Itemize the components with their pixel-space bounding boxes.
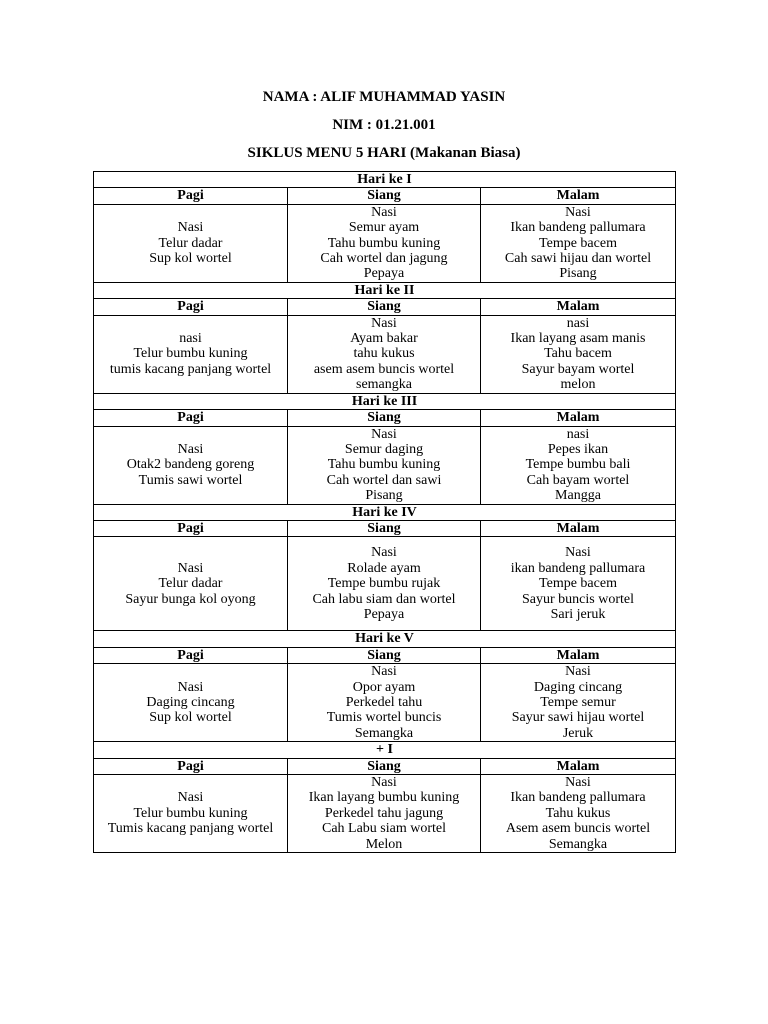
column-header-siang: Siang [288,299,481,315]
menu-item: Nasi [177,441,204,457]
column-header-row [94,520,676,536]
menu-cell-items [94,561,287,607]
menu-item: Nasi [565,775,591,790]
menu-item: Nasi [371,315,397,331]
menu-item: Asem asem buncis wortel [505,821,651,837]
menu-item: Tempe bacem [539,576,617,592]
menu-cell-items [288,427,480,504]
column-header-malam: Malam [481,758,676,774]
day-title-row [94,742,676,758]
menu-cell-pagi [94,315,288,393]
menu-item: Sari jeruk [550,606,606,622]
menu-item: Melon [365,836,403,852]
menu-item: Nasi [371,775,397,790]
menu-item: Rolade ayam [347,560,421,576]
menu-item: Nasi [177,679,204,695]
menu-cell-pagi [94,426,288,504]
menu-row [94,537,676,631]
menu-item: nasi [179,331,202,347]
menu-cell-items [481,664,675,741]
menu-cell-malam [481,315,676,393]
menu-cell-items [288,664,480,741]
day-title-row [94,504,676,520]
menu-cell-siang [288,315,481,393]
menu-item: Sup kol wortel [149,710,232,726]
menu-item: Semangka [354,725,414,741]
column-header-malam: Malam [481,299,676,315]
menu-item: Tumis wortel buncis [326,710,442,726]
menu-cell-malam [481,537,676,631]
menu-item: Semangka [548,836,608,852]
menu-cell-pagi [94,664,288,742]
menu-item: asem asem buncis wortel [313,361,455,377]
menu-cell-items [481,545,675,622]
menu-cell-malam [481,204,676,282]
menu-cell-items [94,680,287,726]
menu-item: Nasi [177,560,204,576]
column-header-malam: Malam [481,647,676,663]
menu-cell-pagi [94,204,288,282]
column-header-siang: Siang [288,410,481,426]
day-title: + I [94,742,676,758]
menu-item: Cah labu siam dan wortel [312,591,456,607]
menu-cell-items [288,775,480,852]
column-header-pagi: Pagi [94,299,288,315]
menu-item: Ikan bandeng pallumara [510,790,646,806]
menu-item: Perkedel tahu [345,694,423,710]
day-title-row [94,393,676,409]
menu-item: Nasi [177,220,204,236]
menu-item: nasi [566,315,590,331]
menu-item: Mangga [555,488,601,504]
column-header-row [94,299,676,315]
menu-table [93,171,676,853]
menu-item: Telur dadar [158,235,223,251]
menu-cell-items [288,205,480,282]
menu-cell-items [94,442,287,488]
menu-row [94,664,676,742]
menu-item: tumis kacang panjang wortel [109,361,272,377]
menu-item: Sayur sawi hijau wortel [511,710,645,726]
menu-cell-siang [288,204,481,282]
menu-item: Tempe bumbu rujak [327,576,441,592]
menu-cell-items [94,790,287,836]
student-name: NAMA : ALIF MUHAMMAD YASIN [262,89,506,105]
menu-item: Tumis kacang panjang wortel [107,821,274,837]
menu-item: Nasi [565,204,591,220]
column-header-malam: Malam [481,520,676,536]
menu-item: Semur daging [344,441,424,457]
day-title: Hari ke IV [94,504,676,520]
menu-item: Ikan bandeng pallumara [510,220,646,236]
menu-item: Perkedel tahu jagung [324,805,444,821]
menu-item: Sayur bayam wortel [521,361,635,377]
menu-item: Semur ayam [348,220,420,236]
menu-item: Nasi [177,790,204,806]
menu-item: Nasi [565,664,591,680]
menu-item: Sayur buncis wortel [522,591,634,607]
column-header-pagi: Pagi [94,410,288,426]
column-header-row [94,647,676,663]
menu-cell-malam [481,775,676,853]
menu-cell-malam [481,426,676,504]
column-header-siang: Siang [288,520,481,536]
menu-item: semangka [356,377,412,393]
menu-item: melon [560,377,596,393]
menu-item: Pepes ikan [547,441,609,457]
menu-item: Cah wortel dan sawi [326,472,442,488]
menu-item: Nasi [371,545,397,561]
menu-cell-items [481,205,675,282]
menu-item: Pepaya [363,266,405,282]
day-title: Hari ke V [94,631,676,647]
menu-cell-siang [288,775,481,853]
menu-item: Tahu kukus [545,805,611,821]
column-header-row [94,758,676,774]
menu-cell-items [94,331,287,377]
menu-table-body [94,172,676,853]
menu-cell-malam [481,664,676,742]
menu-row [94,315,676,393]
menu-item: Opor ayam [352,679,416,695]
menu-item: Cah bayam wortel [526,472,630,488]
day-title-row [94,631,676,647]
day-title-row [94,172,676,188]
menu-cell-pagi [94,775,288,853]
menu-row [94,775,676,853]
menu-item: Nasi [371,426,397,442]
day-title: Hari ke I [94,172,676,188]
menu-cell-items [481,775,675,852]
menu-item: Otak2 bandeng goreng [126,457,255,473]
menu-item: Tempe bacem [539,235,617,251]
menu-item: Tahu bumbu kuning [327,235,441,251]
menu-item: Jeruk [562,725,594,741]
menu-item: Pisang [559,266,597,282]
menu-item: Telur dadar [158,576,223,592]
menu-item: Daging cincang [146,694,235,710]
day-title: Hari ke III [94,393,676,409]
menu-item: Nasi [371,204,397,220]
menu-item: Cah Labu siam wortel [321,821,447,837]
menu-row [94,204,676,282]
menu-item: tahu kukus [353,346,415,362]
column-header-pagi: Pagi [94,520,288,536]
menu-cell-siang [288,537,481,631]
menu-item: Ayam bakar [350,331,418,347]
day-title: Hari ke II [94,282,676,298]
column-header-pagi: Pagi [94,647,288,663]
menu-cell-items [94,220,287,266]
menu-item: Pisang [365,488,403,504]
menu-cell-pagi [94,537,288,631]
menu-item: Tumis sawi wortel [138,472,243,488]
menu-item: Telur bumbu kuning [133,346,248,362]
menu-item: ikan bandeng pallumara [510,560,646,576]
menu-item: Telur bumbu kuning [133,805,248,821]
day-title-row [94,282,676,298]
column-header-row [94,410,676,426]
menu-item: Ikan layang bumbu kuning [308,790,460,806]
menu-item: Nasi [371,664,397,680]
menu-item: Sup kol wortel [149,251,232,267]
column-header-malam: Malam [481,188,676,204]
menu-cell-items [481,427,675,504]
menu-cell-siang [288,426,481,504]
menu-item: Cah wortel dan jagung [320,251,448,267]
menu-item: Tahu bumbu kuning [327,457,441,473]
menu-item: Tempe semur [540,694,616,710]
menu-cell-siang [288,664,481,742]
column-header-siang: Siang [288,647,481,663]
menu-cell-items [288,316,480,393]
menu-item: Daging cincang [533,679,623,695]
menu-item: Pepaya [363,606,405,622]
menu-cell-items [481,316,675,393]
column-header-pagi: Pagi [94,758,288,774]
column-header-malam: Malam [481,410,676,426]
menu-item: nasi [566,426,590,442]
menu-item: Tempe bumbu bali [525,457,631,473]
menu-item: Ikan layang asam manis [510,331,646,347]
menu-item: Cah sawi hijau dan wortel [504,251,652,267]
column-header-siang: Siang [288,758,481,774]
menu-item: Sayur bunga kol oyong [125,591,256,607]
menu-row [94,426,676,504]
column-header-row [94,188,676,204]
menu-item: Tahu bacem [544,346,612,362]
menu-cell-items [288,545,480,622]
menu-item: Nasi [565,545,591,561]
student-nim: NIM : 01.21.001 [332,117,436,133]
column-header-pagi: Pagi [94,188,288,204]
document-title: SIKLUS MENU 5 HARI (Makanan Biasa) [247,145,521,161]
column-header-siang: Siang [288,188,481,204]
